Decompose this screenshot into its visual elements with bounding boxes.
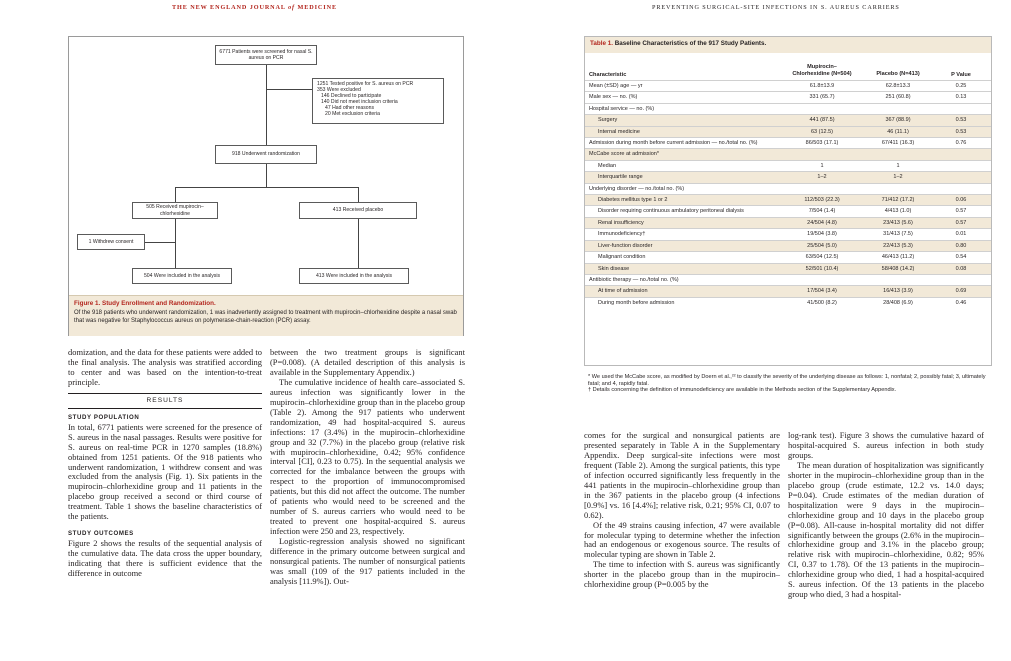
study-population-heading: STUDY POPULATION xyxy=(68,413,140,421)
box-randomized-text: 918 Underwent randomization xyxy=(232,151,300,158)
row-mupirocin-value: 63 (12.5) xyxy=(810,128,833,135)
row-label: Mean (±SD) age — yr xyxy=(589,83,643,89)
paragraph-study-outcomes: Figure 2 shows the results of the sequential analysis of the cumulative data. The data cross the upper boundary, indicating that there is sufficient evidence that the difference in outcome xyxy=(68,538,262,579)
table-footnote-immunodeficiency: † Details concerning the definition of immunodeficiency are available in the Methods section of the Supplementary Appendix. xyxy=(588,387,897,394)
row-label: Hospital service — no. (%) xyxy=(589,105,655,112)
row-label: Interquartile range xyxy=(598,174,643,181)
excluded-list xyxy=(317,81,413,118)
paragraph-significance: between the two treatment groups is significant (P=0.008). (A detailed description of this analysis is available in the Supplementary Appendix.) xyxy=(270,347,465,377)
paragraph-cumulative-incidence: The cumulative incidence of health care–associated S. aureus infection was significantly lower in the mupirocin–chlorhexidine group than in the placebo group (Table 2). Among the 917 patients who underwent randomization, 49 had hospital-acquired S. aureus infections: 17 (3.4%) in the mupirocin–chlorhexidine group and 32 (7.7%) in the placebo group (relative risk with mupirocin–chlorhexidine, 0.42; 95% confidence interval [CI], 0.23 to 0.75). In the sequential analysis we corrected for the imbalance between the groups with respect to the proportion of immunocompromised patients, but this did not affect the outcome. The number of patients who would need to be screened and the number of S. aureus carriers who would need to be treated to prevent one hospital-acquired S. aureus infection were 250 and 23, respectively. xyxy=(270,376,465,537)
row-p-value: 0.53 xyxy=(955,128,967,135)
row-label: Male sex — no. (%) xyxy=(589,94,638,101)
flow-line-split-stem xyxy=(266,164,267,187)
flow-line-placebo-down xyxy=(358,187,359,202)
row-placebo-value: 251 (60.8) xyxy=(885,94,911,101)
excluded-line-5: 47 Had other reasons xyxy=(325,105,374,112)
box-randomized xyxy=(215,145,317,164)
box-analysis-placebo xyxy=(299,268,409,284)
table-row xyxy=(585,183,991,194)
row-p-value: 0.76 xyxy=(955,140,967,147)
row-p-value: 0.80 xyxy=(955,242,967,249)
row-label: McCabe score at admission* xyxy=(589,151,660,158)
row-mupirocin-value: 441 (87.5) xyxy=(809,117,835,124)
box-screened xyxy=(215,45,317,65)
row-p-value: 0.08 xyxy=(955,265,967,272)
row-mupirocin-value: 63/504 (12.5) xyxy=(805,254,839,261)
box-mupirocin xyxy=(132,202,218,219)
row-placebo-value: 23/413 (5.6) xyxy=(883,219,913,226)
table-row xyxy=(585,137,991,148)
box-withdrew xyxy=(77,234,145,250)
results-heading-rule xyxy=(68,393,262,409)
box-mupirocin-text: 505 Received mupirocin–chlorhexidine xyxy=(146,204,204,217)
row-placebo-value: 62.8±13.3 xyxy=(885,83,911,89)
paragraph-time-to-infection: The time to infection with S. aureus was significantly shorter in the placebo group than in the mupirocin–chlorhexidine group (P=0.005 by the xyxy=(584,559,780,590)
right-page xyxy=(506,0,1011,661)
table-row xyxy=(585,240,991,251)
row-label: Diabetes mellitus type 1 or 2 xyxy=(598,197,668,204)
row-placebo-value: 28/408 (6.9) xyxy=(883,299,913,306)
table-row xyxy=(585,274,991,285)
box-analysis-placebo-text: 413 Were included in the analysis xyxy=(315,272,393,279)
flow-line-mupirocin-down xyxy=(175,187,176,202)
right-column-1 xyxy=(584,431,780,590)
table-body xyxy=(585,80,991,308)
flow-line-exclusion xyxy=(266,89,312,90)
flow-line-mupirocin-analysis xyxy=(175,217,176,268)
table-title-bar xyxy=(585,37,991,53)
row-mupirocin-value: 112/503 (22.3) xyxy=(804,197,840,204)
table-row xyxy=(585,91,991,102)
running-head-prefix: THE xyxy=(172,4,188,11)
table-row xyxy=(585,80,991,91)
paragraph-molecular-typing: Of the 49 strains causing infection, 47 were available for molecular typing to determine whether the infection had an endogenous or exogenous source. The results of molecular typing are shown in Table 2. xyxy=(584,519,780,560)
row-placebo-value: 67/411 (16.3) xyxy=(881,140,915,147)
paragraph-hospitalization-duration: The mean duration of hospitalization was significantly shorter in the mupirocin–chlorhexidine group than in the placebo group (crude estimate, 12.2 vs. 14.0 days; P=0.04). Crude estimates of the median duration of hospitalization were 9 days in the mupirocin–chlorhexidine group and 10 days in the placebo group (P=0.08). All-cause in-hospital mortality did not differ significantly between the groups (2.6% in the mupirocin–chlorhexidine group and 3.1% in the placebo group; relative risk with mupirocin–chlorhexidine, 0.82; 95% CI, 0.37 to 1.78). Of the 13 patients in the mupirocin–chlorhexidine group who died, 1 had a hospital-acquired S. aureus infection. Of the 13 patients in the placebo group who died, 3 had a hospital- xyxy=(788,459,984,600)
row-label: Surgery xyxy=(598,117,618,124)
excluded-line-2: 353 Were excluded xyxy=(317,87,361,94)
row-label: Immunodeficiency† xyxy=(598,231,646,238)
flow-line-placebo-analysis xyxy=(358,217,359,268)
row-p-value: 0.57 xyxy=(955,219,967,226)
running-head-suffix: MEDICINE xyxy=(297,4,337,11)
table-row xyxy=(585,160,991,171)
table-row xyxy=(585,228,991,239)
table-row xyxy=(585,297,991,308)
paragraph-logistic-regression: Logistic-regression analysis showed no significant difference in the primary outcome between surgical and nonsurgical patients. The number of nonsurgical patients was small (109 of the 917 patients included in the analysis [11.9%]). Out- xyxy=(270,536,465,586)
table-row xyxy=(585,205,991,216)
col-header-characteristic: Characteristic xyxy=(589,72,627,78)
row-label: Malignant condition xyxy=(598,254,646,261)
journal-running-head xyxy=(172,4,337,11)
paragraph-intention-to-treat: domization, and the data for these patients were added to the final analysis. The analysis was stratified according to center and was based on the intention-to-treat principle. xyxy=(68,347,262,387)
col-header-placebo: Placebo (N=413) xyxy=(876,71,920,78)
row-p-value: 0.54 xyxy=(955,254,967,261)
row-mupirocin-value: 25/504 (5.0) xyxy=(807,242,837,249)
table-title: Baseline Characteristics of the 917 Study Patients. xyxy=(614,40,767,47)
col-header-mupirocin: Mupirocin–Chlorhexidine (N=504) xyxy=(792,64,852,78)
row-placebo-value: 31/413 (7.5) xyxy=(883,231,913,238)
row-mupirocin-value: 86/503 (17.1) xyxy=(805,140,839,147)
box-analysis-mupirocin xyxy=(132,268,232,284)
table-row xyxy=(585,263,991,274)
figure-caption-title: Figure 1. Study Enrollment and Randomization. xyxy=(74,300,216,307)
study-outcomes-heading: STUDY OUTCOMES xyxy=(68,530,134,538)
left-column-1 xyxy=(68,348,262,579)
row-label: At time of admission xyxy=(598,288,648,295)
row-label: Median xyxy=(598,162,617,169)
row-placebo-value: 71/412 (17.2) xyxy=(881,197,915,204)
figure-1-enrollment-flowchart xyxy=(68,36,464,336)
row-p-value: 0.57 xyxy=(955,208,967,215)
row-mupirocin-value: 7/504 (1.4) xyxy=(808,208,836,215)
row-mupirocin-value: 1 xyxy=(820,162,824,169)
table-row xyxy=(585,126,991,137)
figure-caption-text: Of the 918 patients who underwent randomization, 1 was inadvertently assigned to treatment with mupirocin–chlorhexidine despite a nasal swab that was negative for Staphylococcus aureus on polymerase-chain-reaction (PCR) assay. xyxy=(74,310,457,324)
table-row xyxy=(585,194,991,205)
table-row xyxy=(585,103,991,114)
box-analysis-mupirocin-text: 504 Were included in the analysis xyxy=(143,272,221,279)
row-label: Skin disease xyxy=(598,265,630,272)
row-placebo-value: 22/413 (5.3) xyxy=(883,242,913,249)
results-heading: RESULTS xyxy=(146,396,184,404)
row-p-value: 0.53 xyxy=(955,117,967,124)
box-excluded xyxy=(312,78,444,124)
flow-line-withdrew xyxy=(145,242,175,243)
flow-line-main xyxy=(266,65,267,154)
right-column-2 xyxy=(788,431,984,600)
table-footnotes xyxy=(588,374,992,394)
row-placebo-value: 46/413 (11.2) xyxy=(881,254,915,261)
row-label: Underlying disorder — no./total no. (%) xyxy=(589,185,685,192)
row-placebo-value: 1 xyxy=(896,162,900,169)
paragraph-study-population: In total, 6771 patients were screened for the presence of S. aureus in the nasal passages. Results were positive for S. aureus on real-time PCR in 1270 samples (18.8%) obtained from 1251 patients. Of the 918 patients who underwent randomization, 1 withdrew consent and was excluded from the analysis (Fig. 1). Six patients in the mupirocin–chlorhexidine group and 11 patients in the placebo group received a second or third course of treatment. Table 1 shows the baseline characteristics of the patients. xyxy=(68,421,262,522)
col-header-p-value: P Value xyxy=(951,72,971,78)
excluded-line-3: 146 Declined to participate xyxy=(321,93,382,100)
row-p-value: 0.01 xyxy=(955,231,967,238)
row-label: Antibiotic therapy — no./total no. (%) xyxy=(589,276,679,283)
running-head-of: of xyxy=(288,4,296,11)
row-p-value: 0.25 xyxy=(955,83,967,89)
flow-line-split xyxy=(175,187,359,188)
row-placebo-value: 16/413 (3.9) xyxy=(883,288,913,295)
row-label: Internal medicine xyxy=(598,128,640,135)
row-label: Admission during month before current admission — no./total no. (%) xyxy=(589,140,758,147)
excluded-line-6: 20 Met exclusion criteria xyxy=(325,111,380,118)
row-mupirocin-value: 1–2 xyxy=(817,174,827,181)
row-label: During month before admission xyxy=(598,299,675,306)
row-mupirocin-value: 41/500 (8.2) xyxy=(807,299,837,306)
table-row xyxy=(585,148,991,159)
excluded-line-4: 140 Did not meet inclusion criteria xyxy=(321,99,398,106)
table-footnote-mccabe: * We used the McCabe score, as modified by Doern et al.,²² to classify the severity of the underlying disease as follows: 1, nonfatal; 2, possibly fatal; 3, ultimately fatal; and 4, rapidly fatal. xyxy=(588,374,986,387)
table-1-baseline-characteristics xyxy=(584,36,992,366)
row-mupirocin-value: 24/504 (4.8) xyxy=(807,219,837,226)
box-placebo-text: 413 Received placebo xyxy=(332,207,384,214)
row-label: Renal insufficiency xyxy=(598,219,644,226)
row-mupirocin-value: 17/504 (3.4) xyxy=(807,288,837,295)
box-placebo xyxy=(299,202,417,219)
row-label: Disorder requiring continuous ambulatory peritoneal dialysis xyxy=(598,208,744,215)
table-row xyxy=(585,114,991,125)
row-mupirocin-value: 19/504 (3.8) xyxy=(807,231,837,238)
table-row xyxy=(585,217,991,228)
table-header xyxy=(585,53,991,80)
excluded-line-1: 1251 Tested positive for S. aureus on PCR xyxy=(317,81,414,87)
row-placebo-value: 1–2 xyxy=(893,174,903,181)
row-p-value: 0.69 xyxy=(955,288,967,295)
row-placebo-value: 4/413 (1.0) xyxy=(884,208,912,215)
figure-caption xyxy=(69,295,463,336)
paragraph-surgical-outcomes: comes for the surgical and nonsurgical patients are presented separately in Table A in the Supplementary Appendix. Deep surgical-site infections were most frequent (Table 2). Among the surgical patients, this type of infection occurred significantly less frequently in the 441 patients in the mupirocin–chlorhexidine group than in the 367 patients in the placebo group (4 infections [0.9%] vs. 16 [4.4%]; relative risk, 0.21; 95% CI, 0.07 to 0.62). xyxy=(584,430,780,520)
row-mupirocin-value: 331 (65.7) xyxy=(809,94,835,101)
row-p-value: 0.46 xyxy=(955,299,967,306)
row-p-value: 0.13 xyxy=(955,94,967,101)
row-mupirocin-value: 61.8±13.9 xyxy=(809,83,835,89)
table-row xyxy=(585,285,991,296)
table-row xyxy=(585,171,991,182)
paragraph-log-rank: log-rank test). Figure 3 shows the cumulative hazard of hospital-acquired S. aureus infection in both study groups. xyxy=(788,430,984,460)
row-placebo-value: 58/408 (14.2) xyxy=(881,265,915,272)
row-label: Liver-function disorder xyxy=(598,242,653,249)
row-mupirocin-value: 52/501 (10.4) xyxy=(805,265,839,272)
box-screened-text: 6771 Patients were screened for nasal S. aureus on PCR xyxy=(219,48,313,61)
row-placebo-value: 367 (88.9) xyxy=(885,117,911,124)
table-row xyxy=(585,251,991,262)
article-running-head: PREVENTING SURGICAL-SITE INFECTIONS IN S. AUREUS CARRIERS xyxy=(652,4,900,11)
left-page xyxy=(0,0,505,661)
left-column-2 xyxy=(270,348,465,587)
running-head-journal: NEW ENGLAND JOURNAL xyxy=(190,4,286,11)
row-placebo-value: 46 (11.1) xyxy=(887,128,909,135)
table-label: Table 1. xyxy=(590,40,613,47)
row-p-value: 0.06 xyxy=(955,197,967,204)
box-withdrew-text: 1 Withdrew consent xyxy=(88,238,134,245)
